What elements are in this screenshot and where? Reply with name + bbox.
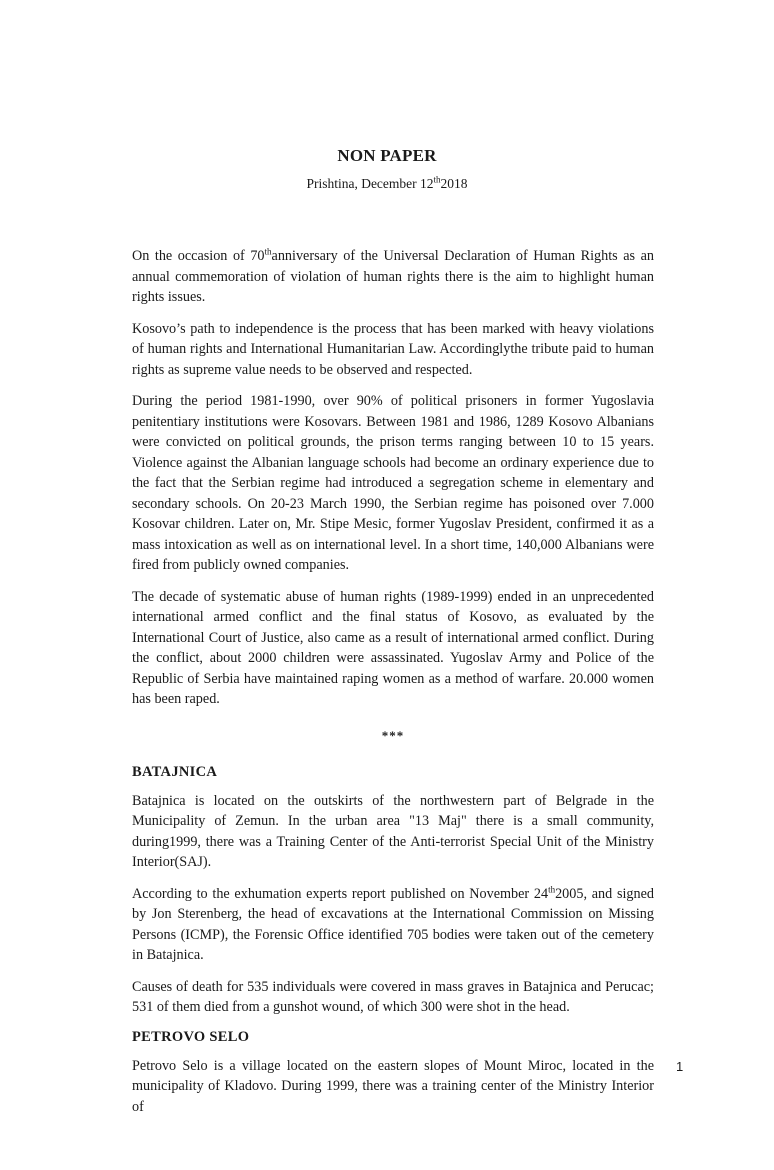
document-title: NON PAPER — [337, 146, 437, 165]
batajnica-paragraph-3: Causes of death for 535 individuals were covered in mass graves in Batajnica and Perucac; 531 of them died from a gunshot wound, of which 300 were shot in the head. — [132, 978, 654, 1015]
heading-batajnica: BATAJNICA — [132, 763, 218, 780]
page-number: 1 — [676, 1059, 684, 1074]
batajnica-paragraph-1: Batajnica is located on the outskirts of the northwestern part of Belgrade in the Municipality of Zemun. In the urban area "13 Maj" there is a small community, during1999, there was a Training Center of the Anti-terrorist Special Unit of the Ministry Interior(SAJ). — [132, 792, 654, 870]
date-prefix: Prishtina, December 12 — [306, 176, 434, 191]
intro-paragraph — [132, 246, 654, 308]
document-date — [0, 176, 774, 192]
batajnica-paragraph-2 — [132, 884, 654, 966]
date-suffix: 2018 — [440, 176, 468, 191]
independence-paragraph: Kosovo’s path to independence is the process that has been marked with heavy violations of human rights and International Humanitarian Law. Accordinglythe tribute paid to human rights as supreme value needs to be observed and respected. — [132, 320, 654, 378]
batajnica-p2-text-b: 2005, and signed by Jon Sterenberg, the head of excavations at the International Commission on Missing Persons (ICMP), the Forensic Office identified 705 bodies were taken out of the cemetery in Batajnica. — [132, 885, 654, 963]
intro-text-b: anniversary of the Universal Declaration of Human Rights as an annual commemoration of violation of human rights there is the aim to highlight human rights issues. — [132, 248, 654, 305]
petrovo-selo-paragraph-1: Petrovo Selo is a village located on the eastern slopes of Mount Miroc, located in the municipality of Kladovo. During 1999, there was a training center of the Ministry Interior of — [132, 1057, 654, 1115]
intro-text-a: On the occasion of 70 — [132, 248, 265, 264]
section-separator: *** — [381, 727, 405, 743]
batajnica-p2-text-a: According to the exhumation experts report published on November 24 — [132, 885, 549, 902]
date-superscript: th — [433, 174, 441, 185]
period-paragraph: During the period 1981-1990, over 90% of political prisoners in former Yugoslavia penitentiary institutions were Kosovars. Between 1981 and 1986, 1289 Kosovo Albanians were convicted on political grounds, the prison terms ranging between 10 to 15 years. Violence against the Albanian language schools had become an ordinary experience due to the fact that the Serbian regime had introduced a segregation scheme in elementary and secondary schools. On 20-23 March 1990, the Serbian regime has poisoned over 7.000 Kosovar children. Later on, Mr. Stipe Mesic, former Yugoslav President, confirmed it as a mass intoxication as well as on international level. In a short time, 140,000 Albanians were fired from publicly owned companies. — [132, 393, 654, 573]
document-body — [132, 246, 654, 1128]
intro-superscript: th — [264, 246, 272, 257]
batajnica-p2-superscript: th — [548, 883, 556, 894]
decade-paragraph: The decade of systematic abuse of human rights (1989-1999) ended in an unprecedented international armed conflict and the final status of Kosovo, as evaluated by the International Court of Justice, also came as a result of international armed conflict. During the conflict, about 2000 children were assassinated. Yugoslav Army and Police of the Republic of Serbia have maintained raping women as a method of warfare. 20.000 women has been raped. — [132, 588, 654, 707]
heading-petrovo-selo: PETROVO SELO — [132, 1028, 250, 1045]
